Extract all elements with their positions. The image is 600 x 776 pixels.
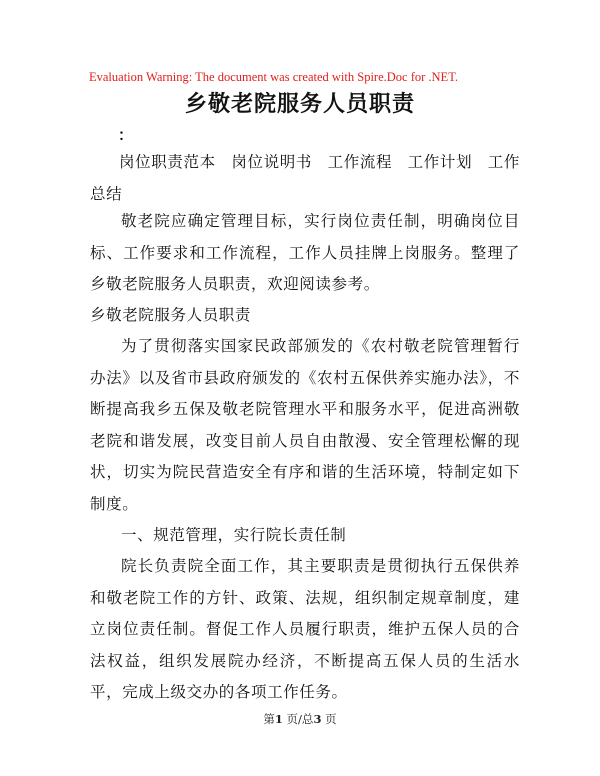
footer-suffix: 页: [321, 712, 337, 726]
document-title: 乡敬老院服务人员职责: [184, 91, 415, 117]
footer-prefix: 第: [263, 712, 275, 726]
duty-paragraph: 院长负责院全面工作，其主要职责是贯彻执行五保供养和敬老院工作的方针、政策、法规，组织制定规章制度，建立岗位责任制。督促工作人员履行职责，维护五保人员的合法权益，组织发展院办经济，不断提高五保人员的生活水平，完成上级交办的各项工作任务。: [90, 557, 520, 701]
keywords-colon: ：: [118, 126, 134, 144]
section-heading: 乡敬老院服务人员职责: [90, 306, 252, 324]
evaluation-warning: Evaluation Warning: The document was created with Spire.Doc for .NET.: [89, 70, 459, 84]
footer-page-number: 1: [274, 712, 283, 726]
main-paragraph: 为了贯彻落实国家民政部颁发的《农村敬老院管理暂行办法》以及省市县政府颁发的《农村五保供养实施办法》，不断提高我乡五保及敬老院管理水平和服务水平，促进高洲敬老院和谐发展，改变目前人员自由散漫、安全管理松懈的现状，切实为院民营造安全有序和谐的生活环境，特制定如下制度。: [90, 337, 520, 513]
intro-paragraph: 敬老院应确定管理目标，实行岗位责任制，明确岗位目标、工作要求和工作流程，工作人员挂牌上岗服务。整理了乡敬老院服务人员职责，欢迎阅读参考。: [90, 212, 520, 293]
section-title: 一、规范管理，实行院长责任制: [121, 526, 347, 544]
page-footer: [0, 711, 600, 727]
footer-middle: 页/总: [282, 712, 314, 726]
keywords-line: 岗位职责范本 岗位说明书 工作流程 工作计划 工作总结: [90, 153, 520, 203]
footer-total-pages: 3: [313, 712, 322, 726]
